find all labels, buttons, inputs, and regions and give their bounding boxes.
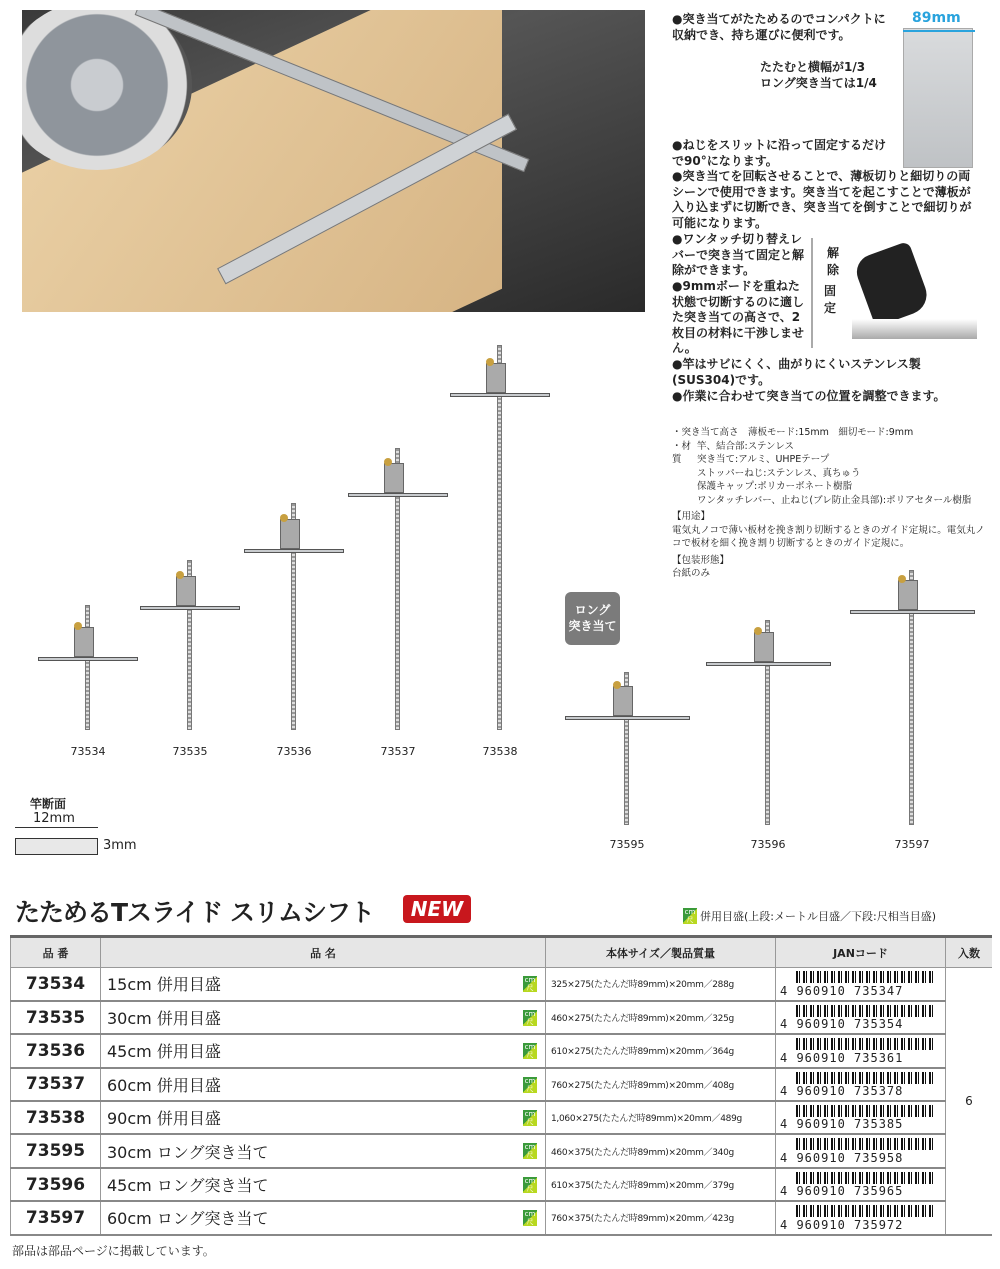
stopper-head <box>176 576 196 606</box>
crossbar <box>450 393 550 397</box>
release-label: 解除 <box>827 246 840 277</box>
table-row <box>11 1101 993 1134</box>
product-code: 73535 <box>11 1001 101 1034</box>
model-number-label: 73535 <box>172 745 208 758</box>
rule-blade <box>497 345 502 730</box>
product-code: 73595 <box>11 1134 101 1167</box>
product-code: 73536 <box>11 1034 101 1067</box>
product-name: 60cm ロング突き当て <box>107 1209 269 1229</box>
dual-scale-icon: cm 尺 <box>524 1176 536 1193</box>
spec-material-label: ・材質 <box>672 440 692 465</box>
brass-knob <box>280 514 288 522</box>
table-row <box>11 1034 993 1067</box>
jan-code <box>776 968 946 1001</box>
feature-4: ●ワンタッチ切り替えレバーで突き当て固定と解除ができます。 <box>672 232 805 277</box>
header-code: 品 番 <box>11 937 101 968</box>
folded-tool-image <box>903 28 973 168</box>
header-name: 品 名 <box>101 937 546 968</box>
spec-height: ・突き当て高さ 薄板モード:15mm 細切モード:9mm <box>672 427 914 438</box>
product-code: 73538 <box>11 1101 101 1134</box>
lever-image <box>811 238 840 348</box>
barcode <box>796 1038 936 1050</box>
product-size: 760×375(たたんだ時89mm)×20mm／423g <box>546 1201 776 1234</box>
table-row <box>11 968 993 1001</box>
table-row <box>11 1134 993 1167</box>
jan-code <box>776 1034 946 1067</box>
dual-scale-icon: cm 尺 <box>524 1210 536 1227</box>
product-code: 73537 <box>11 1068 101 1101</box>
cross-section-title: 竿断面 <box>30 797 67 811</box>
table-row <box>11 1068 993 1101</box>
product-size: 760×275(たたんだ時89mm)×20mm／408g <box>546 1068 776 1101</box>
product-name: 60cm 併用目盛 <box>107 1075 221 1095</box>
fold-note-2: ロング突き当ては1/4 <box>760 76 877 90</box>
header-qty: 入数 <box>946 937 993 968</box>
dual-scale-icon: cm 尺 <box>524 976 536 992</box>
stopper-head <box>486 363 506 393</box>
rule-blade <box>85 605 90 730</box>
brass-knob <box>754 627 762 635</box>
dual-scale-icon: cm 尺 <box>524 1009 536 1026</box>
product-name: 30cm ロング突き当て <box>107 1142 269 1162</box>
crossbar <box>348 493 448 497</box>
brass-knob <box>486 358 494 366</box>
product-size: 460×275(たたんだ時89mm)×20mm／325g <box>546 1001 776 1034</box>
dual-scale-icon: cm 尺 <box>684 908 696 924</box>
fold-note-1: たたむと横幅が1/3 <box>760 60 866 74</box>
product-name: 90cm 併用目盛 <box>107 1109 221 1129</box>
product-code: 73534 <box>11 968 101 1001</box>
jan-code <box>776 1101 946 1134</box>
brass-knob <box>898 575 906 583</box>
jan-code <box>776 1201 946 1234</box>
feature-3: ●突き当てを回転させることで、薄板切りと細切りの両シーンで使用できます。突き当てを起こすことで薄板が入り込まずに切断でき、突き当てを倒すことで細切りが可能になります。 <box>672 169 972 230</box>
model-number-label: 73596 <box>750 838 786 851</box>
barcode <box>796 1205 936 1217</box>
cross-section-height: 3mm <box>103 838 137 853</box>
product-title: たためるTスライド スリムシフト <box>15 898 375 927</box>
dual-scale-icon: cm 尺 <box>524 1076 536 1093</box>
stopper-head <box>280 519 300 549</box>
width-arrow <box>903 30 975 32</box>
brass-knob <box>176 571 184 579</box>
brass-knob <box>384 458 392 466</box>
material-item: ストッパーねじ:ステンレス、真ちゅう <box>697 467 861 479</box>
new-badge: NEW <box>403 895 471 923</box>
use-heading: 【用途】 <box>672 511 711 522</box>
table-row <box>11 1001 993 1034</box>
pack-heading: 【包装形態】 <box>672 554 730 566</box>
footnote: 部品は部品ページに掲載しています。 <box>12 1244 215 1258</box>
feature-5: ●9mmボードを重ねた状態で切断するのに適した突き当ての高さで、2枚目の材料に干渉しません。 <box>672 279 805 355</box>
crossbar <box>850 610 975 614</box>
feature-1: ●突き当てがたためるのでコンパクトに収納でき、持ち運びに便利です。 <box>672 12 886 42</box>
crossbar <box>38 657 138 661</box>
product-size: 610×375(たたんだ時89mm)×20mm／379g <box>546 1168 776 1201</box>
product-name: 30cm 併用目盛 <box>107 1009 221 1029</box>
product-size: 460×375(たたんだ時89mm)×20mm／340g <box>546 1134 776 1167</box>
product-name: 45cm 併用目盛 <box>107 1042 221 1062</box>
jan-number: 4 960910 735385 <box>780 1117 904 1132</box>
crossbar <box>565 716 690 720</box>
specifications <box>672 426 992 581</box>
product-code: 73597 <box>11 1201 101 1234</box>
dual-scale-icon: cm 尺 <box>524 1143 536 1160</box>
jan-number: 4 960910 735347 <box>780 983 904 998</box>
use-text: 電気丸ノコで薄い板材を挽き割り切断するときのガイド定規に。電気丸ノコで板材を細く挽き割り切断するときのガイド定規に。 <box>672 524 985 549</box>
model-number-label: 73537 <box>380 745 416 758</box>
stopper-head <box>754 632 774 662</box>
material-item: 竿、結合部:ステンレス <box>697 440 795 452</box>
long-stopper-badge: ロング 突き当て <box>565 592 620 645</box>
header-size: 本体サイズ／製品質量 <box>546 937 776 968</box>
jan-number: 4 960910 735965 <box>780 1184 904 1199</box>
stopper-head <box>384 463 404 493</box>
feature-7: ●作業に合わせて突き当ての位置を調整できます。 <box>672 389 946 403</box>
material-item: 保護キャップ:ポリカーボネート樹脂 <box>697 481 853 492</box>
product-name: 15cm 併用目盛 <box>107 975 221 995</box>
jan-number: 4 960910 735354 <box>780 1017 904 1032</box>
dual-scale-icon: cm 尺 <box>524 1110 536 1127</box>
crossbar <box>140 606 240 610</box>
scale-legend <box>683 908 936 924</box>
product-code: 73596 <box>11 1168 101 1201</box>
product-table <box>10 935 992 1236</box>
feature-2: ●ねじをスリットに沿って固定するだけで90°になります。 <box>672 138 886 168</box>
legend-text: 併用目盛(上段:メートル目盛／下段:尺相当目盛) <box>700 910 936 923</box>
material-item: ワンタッチレバー、止ねじ(ブレ防止金具部):ポリアセタール樹脂 <box>697 494 972 506</box>
stopper-head <box>74 627 94 657</box>
barcode <box>796 1138 936 1150</box>
width-dimension: 89mm <box>912 10 961 26</box>
header-jan: JANコード <box>776 937 946 968</box>
stopper-head <box>613 686 633 716</box>
brass-knob <box>74 622 82 630</box>
table-row <box>11 1168 993 1201</box>
barcode <box>796 1172 936 1184</box>
jan-number: 4 960910 735972 <box>780 1217 904 1232</box>
model-number-label: 73538 <box>482 745 518 758</box>
model-number-label: 73595 <box>609 838 645 851</box>
model-number-label: 73597 <box>894 838 930 851</box>
jan-code <box>776 1168 946 1201</box>
product-size: 325×275(たたんだ時89mm)×20mm／288g <box>546 968 776 1001</box>
jan-code <box>776 1001 946 1034</box>
jan-number: 4 960910 735958 <box>780 1150 904 1165</box>
barcode <box>796 1005 936 1017</box>
jan-code <box>776 1068 946 1101</box>
quantity: 6 <box>946 968 993 1235</box>
cross-section-width: 12mm <box>33 811 75 826</box>
cross-section-diagram <box>15 795 155 860</box>
barcode <box>796 1072 936 1084</box>
product-photo <box>22 10 645 312</box>
crossbar <box>706 662 831 666</box>
jan-code <box>776 1134 946 1167</box>
crossbar <box>244 549 344 553</box>
material-item: 突き当て:アルミ、UHPEテープ <box>697 454 830 465</box>
product-size: 1,060×275(たたんだ時89mm)×20mm／489g <box>546 1101 776 1134</box>
pack-text: 台紙のみ <box>672 568 711 579</box>
jan-number: 4 960910 735361 <box>780 1050 904 1065</box>
feature-6: ●竿はサビにくく、曲がりにくいステンレス製(SUS304)です。 <box>672 357 921 387</box>
jan-number: 4 960910 735378 <box>780 1084 904 1099</box>
brass-knob <box>613 681 621 689</box>
model-number-label: 73536 <box>276 745 312 758</box>
stopper-head <box>898 580 918 610</box>
barcode <box>796 1105 936 1117</box>
product-size: 610×275(たたんだ時89mm)×20mm／364g <box>546 1034 776 1067</box>
model-number-label: 73534 <box>70 745 106 758</box>
lock-label: 固定 <box>824 284 837 315</box>
table-row <box>11 1201 993 1234</box>
dual-scale-icon: cm 尺 <box>524 1043 536 1060</box>
barcode <box>796 971 936 983</box>
product-name: 45cm ロング突き当て <box>107 1176 269 1196</box>
